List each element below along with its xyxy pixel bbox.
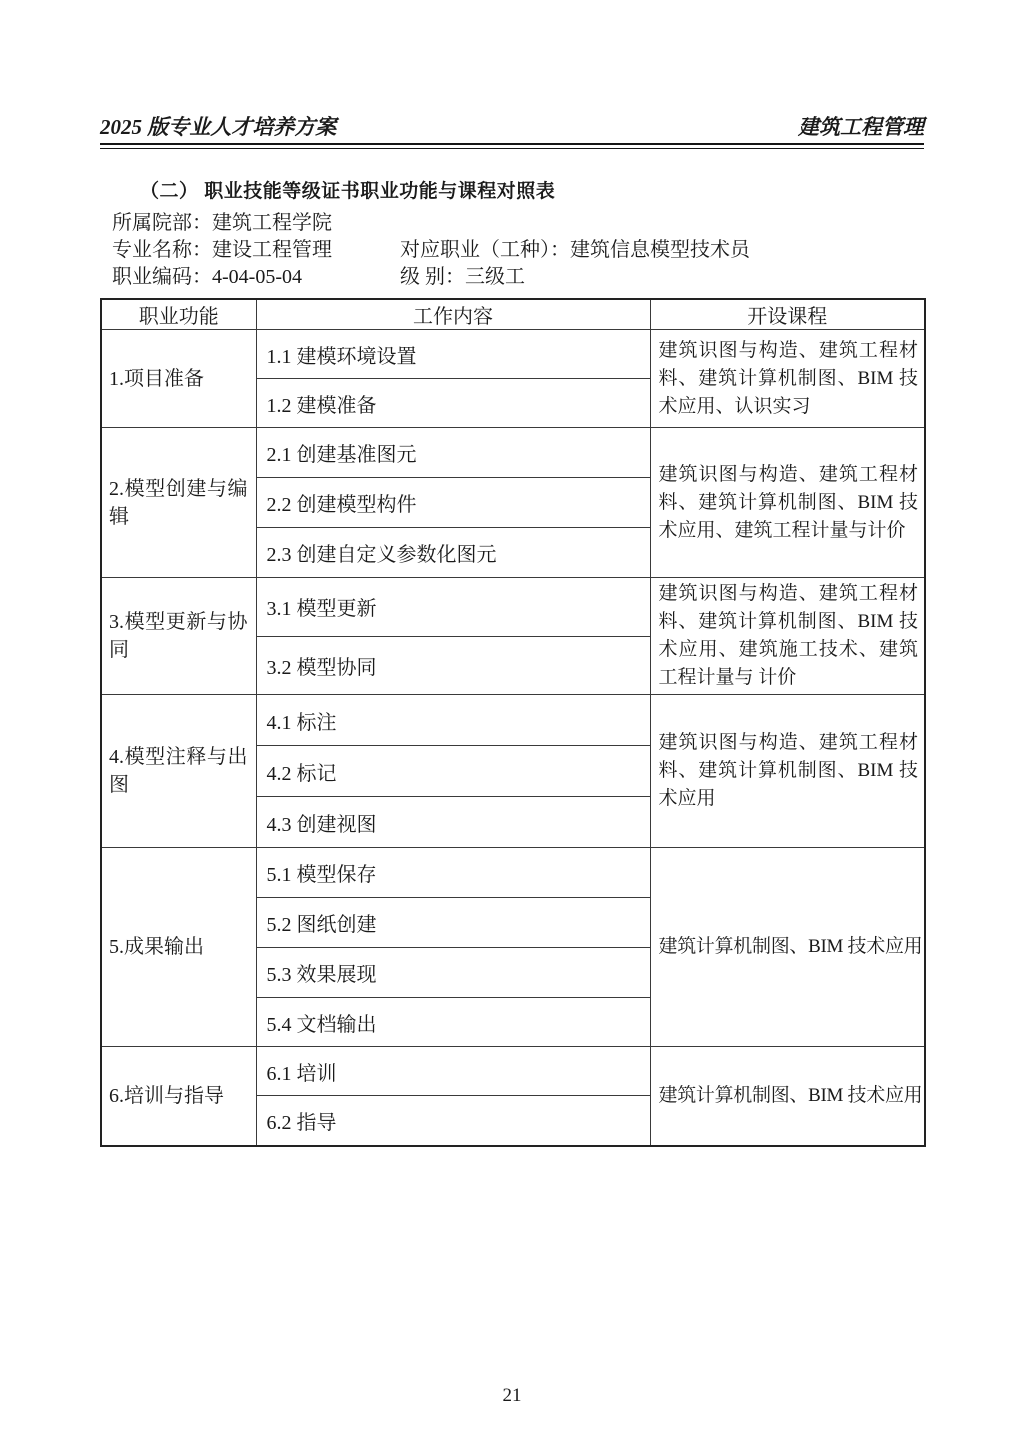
level-text: 级 别：三级工 bbox=[400, 266, 525, 288]
task-cell: 6.1 培训 bbox=[256, 1047, 650, 1096]
header-cell-function: 职业功能 bbox=[101, 299, 256, 330]
table-row bbox=[101, 330, 925, 379]
table-row bbox=[101, 428, 925, 478]
task-cell: 4.1 标注 bbox=[256, 695, 650, 746]
function-cell: 6.培训与指导 bbox=[101, 1047, 256, 1146]
courses-cell: 建筑计算机制图、BIM 技术应用 bbox=[650, 848, 925, 1047]
running-header bbox=[100, 114, 924, 140]
function-cell: 5.成果输出 bbox=[101, 848, 256, 1047]
task-cell: 2.2 创建模型构件 bbox=[256, 478, 650, 528]
page-number: 21 bbox=[502, 1385, 522, 1406]
header-double-rule bbox=[100, 143, 924, 149]
table-row bbox=[101, 1047, 925, 1096]
courses-cell: 建筑识图与构造、建筑工程材料、建筑计算机制图、BIM 技术应用、建筑施工技术、建筑工程计量与 计价 bbox=[650, 578, 925, 695]
table-row bbox=[101, 578, 925, 637]
courses-cell: 建筑识图与构造、建筑工程材料、建筑计算机制图、BIM 技术应用、认识实习 bbox=[650, 330, 925, 428]
task-cell: 2.3 创建自定义参数化图元 bbox=[256, 528, 650, 578]
task-cell: 6.2 指导 bbox=[256, 1096, 650, 1146]
task-cell: 4.2 标记 bbox=[256, 746, 650, 797]
courses-cell: 建筑计算机制图、BIM 技术应用 bbox=[650, 1047, 925, 1146]
courses-cell: 建筑识图与构造、建筑工程材料、建筑计算机制图、BIM 技术应用、建筑工程计量与计价 bbox=[650, 428, 925, 578]
task-cell: 1.1 建模环境设置 bbox=[256, 330, 650, 379]
task-cell: 3.1 模型更新 bbox=[256, 578, 650, 637]
task-cell: 2.1 创建基准图元 bbox=[256, 428, 650, 478]
info-line-code-level bbox=[112, 264, 924, 291]
function-course-table bbox=[100, 298, 926, 1147]
info-line-major-occupation bbox=[112, 237, 924, 264]
task-cell: 1.2 建模准备 bbox=[256, 379, 650, 428]
task-cell: 5.3 效果展现 bbox=[256, 948, 650, 998]
task-cell: 5.2 图纸创建 bbox=[256, 898, 650, 948]
courses-cell: 建筑识图与构造、建筑工程材料、建筑计算机制图、BIM 技术应用 bbox=[650, 695, 925, 848]
info-line-dept bbox=[112, 210, 924, 237]
header-cell-courses: 开设课程 bbox=[650, 299, 925, 330]
task-cell: 4.3 创建视图 bbox=[256, 797, 650, 848]
code-text: 职业编码：4-04-05-04 bbox=[112, 266, 302, 288]
function-cell: 3.模型更新与协同 bbox=[101, 578, 256, 695]
table-row bbox=[101, 695, 925, 746]
major-text: 专业名称：建设工程管理 bbox=[112, 239, 332, 261]
occupation-text: 对应职业（工种）：建筑信息模型技术员 bbox=[400, 239, 750, 261]
header-right-text: 建筑工程管理 bbox=[798, 115, 924, 139]
function-cell: 4.模型注释与出图 bbox=[101, 695, 256, 848]
header-cell-tasks: 工作内容 bbox=[256, 299, 650, 330]
function-cell: 1.项目准备 bbox=[101, 330, 256, 428]
task-cell: 5.4 文档输出 bbox=[256, 998, 650, 1047]
table-row bbox=[101, 848, 925, 898]
task-cell: 5.1 模型保存 bbox=[256, 848, 650, 898]
info-block bbox=[112, 210, 924, 291]
function-cell: 2.模型创建与编辑 bbox=[101, 428, 256, 578]
dept-text: 所属院部：建筑工程学院 bbox=[112, 212, 332, 234]
header-left-text: 2025 版专业人才培养方案 bbox=[100, 115, 337, 139]
task-cell: 3.2 模型协同 bbox=[256, 636, 650, 695]
table-header-row bbox=[101, 299, 925, 330]
section-title: （二） 职业技能等级证书职业功能与课程对照表 bbox=[140, 181, 556, 202]
